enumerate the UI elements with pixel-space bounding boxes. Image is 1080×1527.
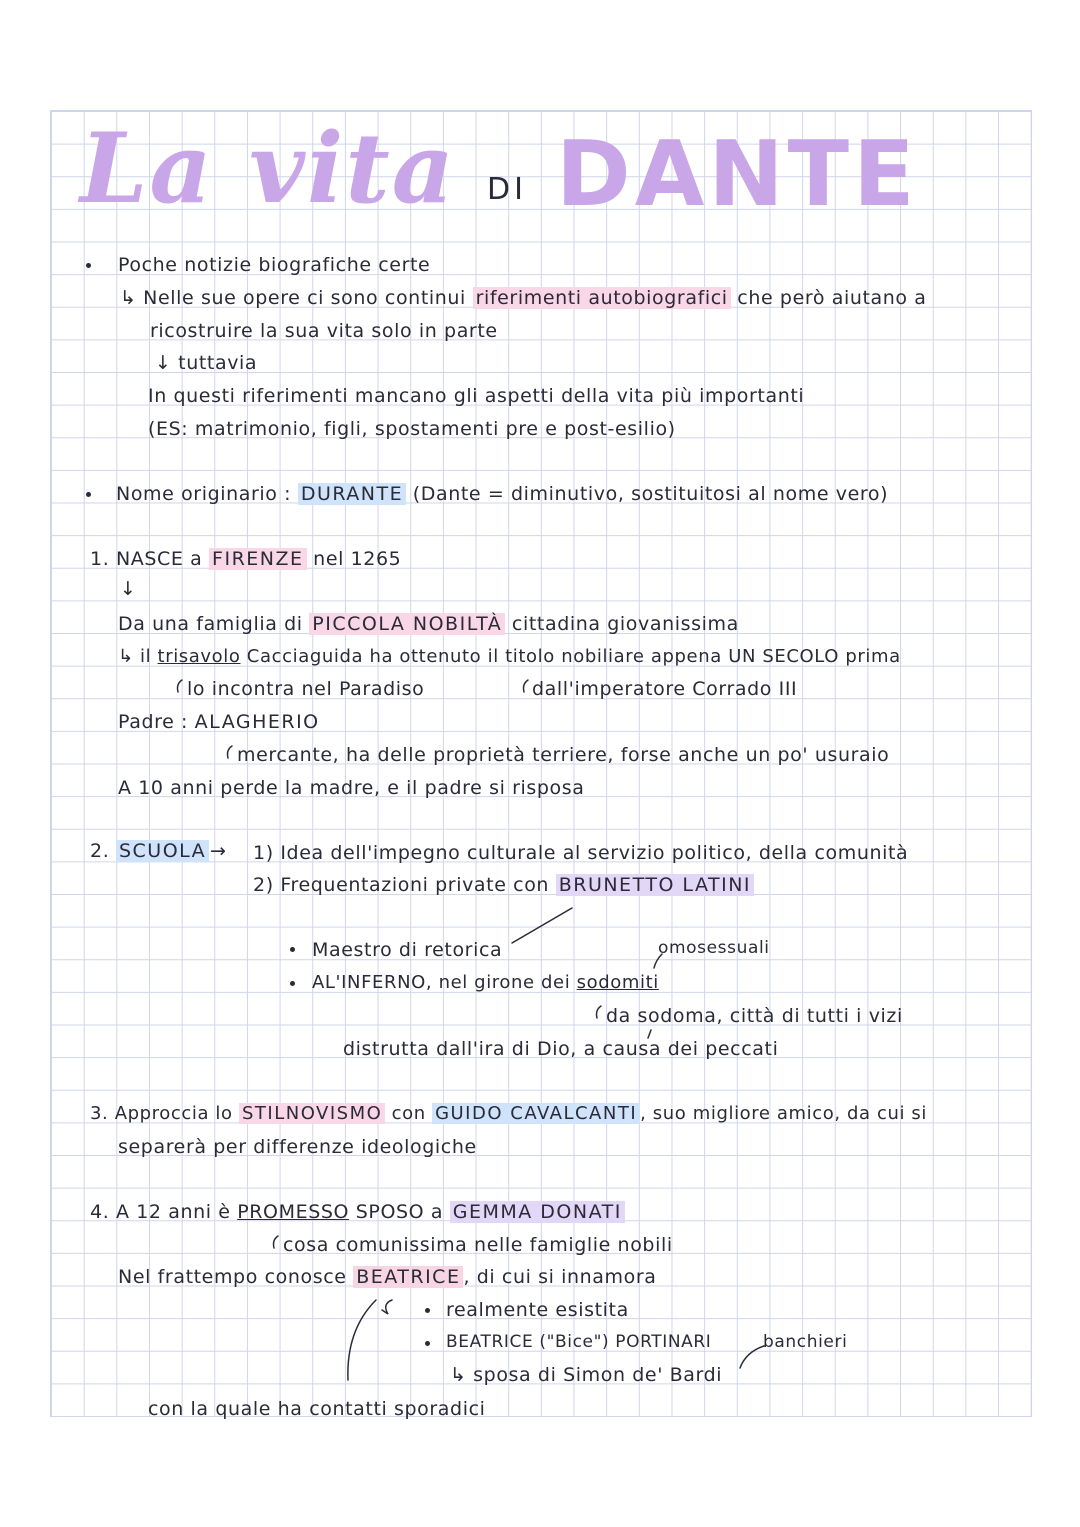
- highlight: GEMMA DONATI: [450, 1201, 625, 1223]
- text: 3. Approccia lo: [90, 1103, 239, 1124]
- title-la-vita: La vita: [80, 112, 456, 225]
- underlined: PROMESSO: [237, 1201, 350, 1223]
- text: 4. A 12 anni è: [90, 1201, 238, 1223]
- s4-line-2: cosa comunissima nelle famiglie nobili: [283, 1234, 673, 1256]
- text: (Dante = diminutivo, sostituitosi al nome vero): [406, 483, 889, 505]
- s1-line-7: A 10 anni perde la madre, e il padre si risposa: [118, 777, 585, 799]
- text: SPOSO a: [349, 1201, 450, 1223]
- highlight: BEATRICE: [353, 1266, 463, 1288]
- s2-sub-4: distrutta dall'ira di Dio, a causa dei peccati: [343, 1038, 779, 1060]
- father-name: ALAGHERIO: [194, 711, 320, 733]
- text: 2.: [90, 840, 116, 862]
- s2-sub-1: Maestro di retorica: [312, 939, 503, 961]
- text: 2) Frequentazioni private con: [253, 874, 556, 896]
- arrow-down-icon: ↓: [120, 578, 137, 600]
- title-dante: DANTE: [556, 122, 919, 227]
- highlight: riferimenti autobiografici: [473, 287, 731, 309]
- s4-bullet-2: BEATRICE ("Bice") PORTINARI: [446, 1332, 712, 1352]
- underlined: sodomiti: [576, 972, 659, 993]
- text: 1. NASCE a: [90, 548, 210, 570]
- arrow-right-icon: →: [210, 840, 227, 862]
- highlight: FIRENZE: [209, 548, 306, 570]
- s4-bullet-3: ↳ sposa di Simon de' Bardi: [450, 1364, 723, 1386]
- intro-line-b: ricostruire la sua vita solo in parte: [150, 320, 498, 342]
- text: AL'INFERNO, nel girone dei: [312, 972, 577, 993]
- text: cittadina giovanissima: [505, 613, 739, 635]
- highlight: SCUOLA: [116, 840, 209, 862]
- s3-line-2: separerà per differenze ideologiche: [118, 1136, 477, 1158]
- highlight: DURANTE: [298, 483, 406, 505]
- s1-line-4a: lo incontra nel Paradiso: [187, 678, 425, 700]
- text: ↳ il: [118, 646, 158, 667]
- text: che però aiutano a: [730, 287, 927, 309]
- text: Nome originario :: [116, 483, 298, 505]
- text: Cacciaguida ha ottenuto il titolo nobiliare appena UN SECOLO prima: [240, 646, 901, 667]
- intro-line-d: In questi riferimenti mancano gli aspetti della vita più importanti: [148, 385, 805, 407]
- s2-sub-3: da sodoma, città di tutti i vizi: [606, 1005, 903, 1027]
- s4-note: banchieri: [763, 1332, 848, 1352]
- s2-item-1: 1) Idea dell'impegno culturale al servizio politico, della comunità: [253, 842, 909, 864]
- text: nel 1265: [306, 548, 402, 570]
- text: , di cui si innamora: [463, 1266, 657, 1288]
- intro-bullet-1: Poche notizie biografiche certe: [118, 254, 431, 276]
- underlined: trisavolo: [157, 646, 241, 667]
- text: ↳ Nelle sue opere ci sono continui: [120, 287, 473, 309]
- s1-line-4b: dall'imperatore Corrado III: [532, 678, 798, 700]
- title-di: DI: [487, 172, 527, 207]
- highlight: STILNOVISMO: [239, 1103, 385, 1124]
- text: Da una famiglia di: [118, 613, 310, 635]
- text: Padre :: [118, 711, 195, 733]
- intro-line-e: (ES: matrimonio, figli, spostamenti pre e post-esilio): [148, 418, 676, 440]
- s4-line-4: con la quale ha contatti sporadici: [148, 1398, 486, 1420]
- highlight: PICCOLA NOBILTÀ: [309, 613, 505, 635]
- text: Nel frattempo conosce: [118, 1266, 354, 1288]
- s4-bullet-1: realmente esistita: [446, 1299, 629, 1321]
- s1-line-6: mercante, ha delle proprietà terriere, forse anche un po' usuraio: [237, 744, 890, 766]
- text: con: [385, 1103, 433, 1124]
- intro-line-c: ↓ tuttavia: [155, 352, 258, 374]
- s2-note: omosessuali: [658, 938, 770, 958]
- highlight: BRUNETTO LATINI: [556, 874, 754, 896]
- highlight: GUIDO CAVALCANTI: [432, 1103, 640, 1124]
- text: , suo migliore amico, da cui si: [640, 1103, 927, 1124]
